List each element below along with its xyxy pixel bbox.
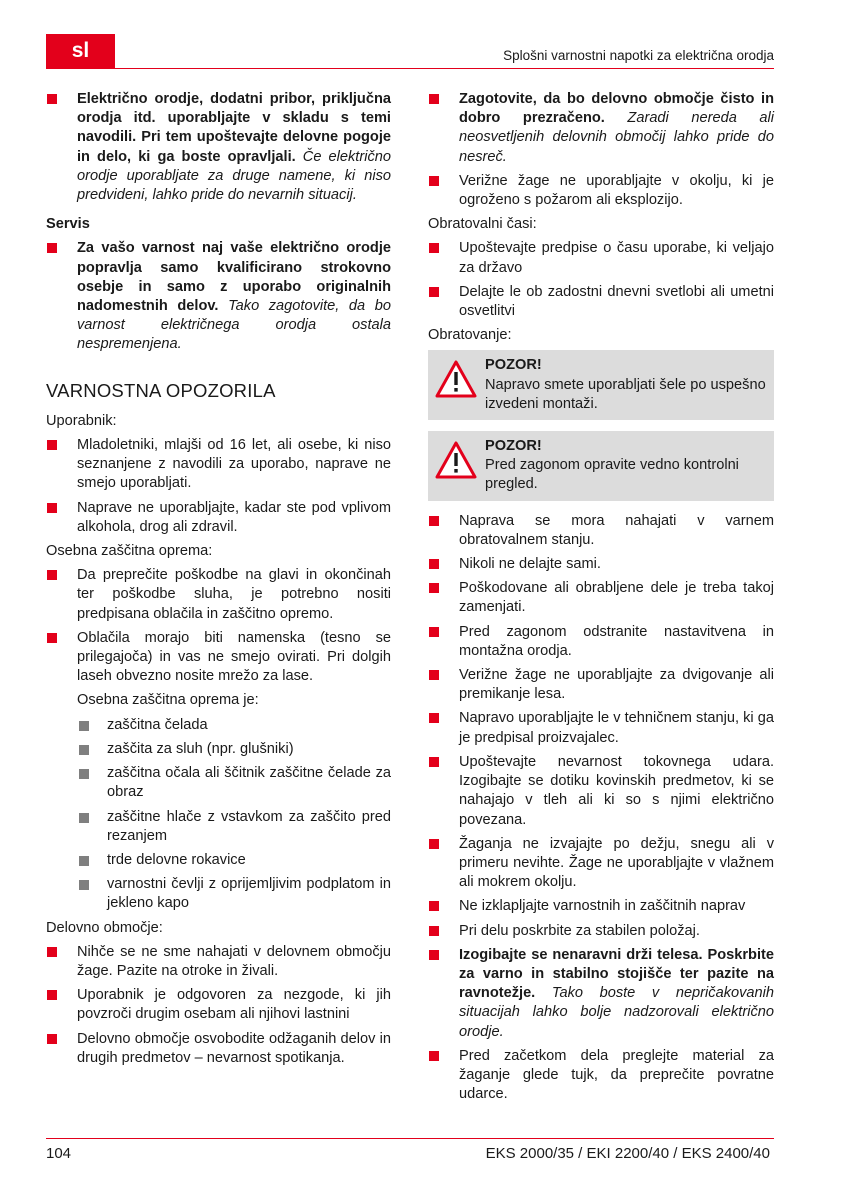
warning-triangle-icon: [435, 360, 477, 398]
warning-title: POZOR!: [485, 438, 542, 455]
servis-heading: Servis: [46, 216, 90, 233]
list-item: [428, 90, 774, 167]
warning-box: [428, 350, 774, 420]
section-title: VARNOSTNA OPOZORILA: [46, 379, 276, 401]
obratovanje-label: Obratovanje:: [428, 327, 512, 344]
italic-text: Tako zagotovite, da bo varnost električnega orodja ostala nespremenjena.: [77, 298, 391, 353]
list-item: Verižne žage ne uporabljajte v okolju, ki je ogroženo s požarom ali eksplozijo.: [428, 172, 774, 210]
list-item: Upoštevajte nevarnost tokovnega udara. Izogibajte se dotiku kovinskih predmetov, ki se nahajajo v tleh ali ki so s njimi električno povezana.: [428, 753, 774, 830]
bold-text: Za vašo varnost naj vaše električno orodje popravlja samo kvalificirano strokovno osebje in samo z uporabo originalnih nadomestnih delov.: [77, 240, 391, 315]
list-item: [428, 946, 774, 1042]
warning-box: [428, 431, 774, 501]
warning-triangle-icon: [435, 441, 477, 479]
list-item: Delovno območje osvobodite odžaganih delov in drugih predmetov – nevarnost spotikanja.: [46, 1030, 391, 1068]
obmocje-label: Delovno območje:: [46, 919, 163, 936]
list-item: Pri delu poskrbite za stabilen položaj.: [428, 922, 774, 941]
page-number: 104: [46, 1145, 72, 1162]
header-divider: [46, 68, 774, 69]
list-item: Mladoletniki, mlajši od 16 let, ali osebe, ki niso seznanjene z navodili za uporabo, naprave ne smejo uporabljati.: [46, 436, 391, 494]
warning-text: Pred zagonom opravite vedno kontrolni pregled.: [485, 457, 739, 493]
language-tab: sl: [46, 34, 115, 68]
list-item: Pred zagonom odstranite nastavitvena in montažna orodja.: [428, 623, 774, 661]
casi-label: Obratovalni časi:: [428, 216, 537, 233]
italic-text: Če električno orodje uporabljate za druge namene, ki niso predvideni, lahko pride do nevarnih situacij.: [77, 148, 391, 204]
page-header-title: Splošni varnostni napotki za električna orodja: [503, 48, 774, 63]
bold-text: Zagotovite, da bo delovno območje čisto in dobro prezračeno.: [459, 91, 774, 127]
sub-list-item: zaščitna očala ali ščitnik zaščitne čelade za obraz: [46, 764, 391, 802]
list-item: Naprave ne uporabljajte, kadar ste pod vplivom alkohola, drog ali zdravil.: [46, 499, 391, 537]
model-designation: EKS 2000/35 / EKI 2200/40 / EKS 2400/40: [485, 1145, 770, 1162]
list-item: Ne izklapljajte varnostnih in zaščitnih naprav: [428, 897, 774, 916]
sub-list-item: varnostni čevlji z oprijemljivim podplatom in jekleno kapo: [46, 875, 391, 913]
list-item: Nikoli ne delajte sami.: [428, 555, 774, 574]
warning-text: Napravo smete uporabljati šele po uspešno izvedeni montaži.: [485, 376, 766, 412]
list-item: Uporabnik je odgovoren za nezgode, ki jih povzroči drugim osebam ali njihovi lastnini: [46, 986, 391, 1024]
oprema-je-text: Osebna zaščitna oprema je:: [77, 692, 259, 709]
list-item: [46, 90, 391, 205]
bold-text: Izogibajte se nenaravni drži telesa. Poskrbite za varno in stabilno stojišče ter pazite na ravnotežje.: [459, 946, 774, 1002]
italic-text: Tako boste v nepričakovanih situacijah lahko bolje nadzorovali električno orodje.: [459, 985, 774, 1040]
list-item: Da preprečite poškodbe na glavi in okončinah ter poškodbe sluha, je potrebno nositi predpisana oblačila in zaščitno opremo.: [46, 566, 391, 624]
sub-list-item: trde delovne rokavice: [46, 851, 391, 870]
list-item: Pred začetkom dela preglejte material za žaganje glede tujk, da preprečite povratne udarce.: [428, 1047, 774, 1105]
list-item: Oblačila morajo biti namenska (tesno se prilegajoča) in vas ne smejo ovirati. Pri dolgih laseh obvezno nosite mrežo za lase.: [46, 629, 391, 687]
list-item: Poškodovane ali obrabljene dele je treba takoj zamenjati.: [428, 579, 774, 617]
footer-divider: [46, 1138, 774, 1139]
list-item: [46, 239, 391, 354]
warning-title: POZOR!: [485, 357, 542, 374]
left-column: [46, 90, 391, 1073]
italic-text: Zaradi nereda ali neosvetljenih delovnih območij lahko pride do nesreč.: [459, 110, 774, 165]
oprema-label: Osebna zaščitna oprema:: [46, 543, 213, 560]
list-item: Verižne žage ne uporabljajte za dvigovanje ali premikanje lesa.: [428, 666, 774, 704]
list-item: Naprava se mora nahajati v varnem obratovalnem stanju.: [428, 512, 774, 550]
sub-list-item: zaščitna čelada: [46, 716, 391, 735]
uporabnik-label: Uporabnik:: [46, 412, 117, 429]
list-item: Delajte le ob zadostni dnevni svetlobi ali umetni osvetlitvi: [428, 283, 774, 321]
list-item: Upoštevajte predpise o času uporabe, ki veljajo za državo: [428, 239, 774, 277]
sub-list-item: zaščita za sluh (npr. glušniki): [46, 740, 391, 759]
list-item: Nihče se ne sme nahajati v delovnem območju žage. Pazite na otroke in živali.: [46, 943, 391, 981]
bold-text: Električno orodje, dodatni pribor, priključna orodja itd. uporabljajte v skladu s temi navodili. Pri tem upoštevajte delovne pogoje in delo, ki ga boste opravljali.: [77, 91, 391, 165]
sub-list-item: zaščitne hlače z vstavkom za zaščito pred rezanjem: [46, 808, 391, 846]
list-item: Žaganja ne izvajajte po dežju, snegu ali v primeru nevihte. Žage ne uporabljajte v vlažnem ali mokrem okolju.: [428, 835, 774, 893]
right-column: [428, 90, 774, 1109]
list-item: Napravo uporabljajte le v tehničnem stanju, ki ga je predpisal proizvajalec.: [428, 709, 774, 747]
